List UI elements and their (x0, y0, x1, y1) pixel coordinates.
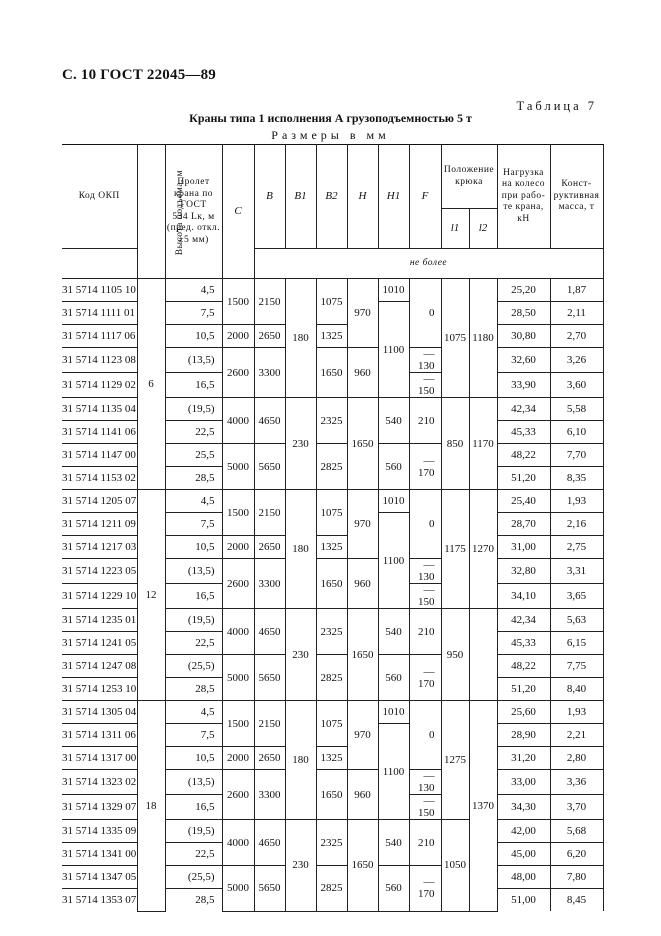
dim-b1: 230 (285, 609, 316, 701)
wheel-load: 48,22 (497, 444, 550, 467)
construction-mass: 5,63 (550, 609, 603, 632)
wheel-load: 42,34 (497, 609, 550, 632)
dim-b: 2650 (254, 747, 285, 770)
construction-mass: 2,70 (550, 325, 603, 348)
okp-code: 31 5714 1223 05 (62, 559, 137, 584)
header-span-line: Пролет (177, 177, 210, 187)
wheel-load: 31,20 (497, 747, 550, 770)
dim-f: —130 (409, 770, 441, 795)
dim-c: 5000 (222, 655, 254, 701)
dim-h: 970 (347, 279, 378, 348)
dim-b: 4650 (254, 820, 285, 866)
header-code-spacer (62, 249, 137, 279)
wheel-load: 42,00 (497, 820, 550, 843)
dim-c: 5000 (222, 444, 254, 490)
okp-code: 31 5714 1311 06 (62, 724, 137, 747)
construction-mass: 3,65 (550, 584, 603, 609)
dim-b2: 2825 (316, 866, 347, 912)
crane-span: (13,5) (165, 770, 222, 795)
okp-code: 31 5714 1147 00 (62, 444, 137, 467)
construction-mass: 8,45 (550, 889, 603, 912)
dim-b: 5650 (254, 444, 285, 490)
dim-c: 2000 (222, 536, 254, 559)
wheel-load: 25,60 (497, 701, 550, 724)
wheel-load: 33,90 (497, 373, 550, 398)
dim-b1: 180 (285, 279, 316, 398)
wheel-load: 31,00 (497, 536, 550, 559)
dim-b2: 1650 (316, 770, 347, 820)
header-mass-line: руктивная (553, 190, 600, 201)
table-row (62, 279, 603, 302)
dim-f: —170 (409, 866, 441, 912)
crane-span: 22,5 (165, 421, 222, 444)
dim-f: —150 (409, 373, 441, 398)
dim-c: 2000 (222, 325, 254, 348)
wheel-load: 48,22 (497, 655, 550, 678)
okp-code: 31 5714 1135 04 (62, 398, 137, 421)
header-hook-position (441, 145, 497, 209)
header-l1: l1 (441, 209, 469, 249)
okp-code: 31 5714 1323 02 (62, 770, 137, 795)
crane-span: (25,5) (165, 655, 222, 678)
dim-c: 4000 (222, 398, 254, 444)
header-load (497, 145, 550, 249)
dim-b: 2650 (254, 536, 285, 559)
dim-c: 1500 (222, 701, 254, 747)
header-no-more: не более (254, 249, 603, 279)
wheel-load: 28,70 (497, 513, 550, 536)
okp-code: 31 5714 1317 00 (62, 747, 137, 770)
dim-b2: 1075 (316, 701, 347, 747)
dim-l2: 1170 (469, 398, 497, 490)
header-l2: l2 (469, 209, 497, 249)
dim-f: —170 (409, 444, 441, 490)
header-hook-line: крюка (455, 176, 483, 187)
wheel-load: 28,90 (497, 724, 550, 747)
table-row (62, 490, 603, 513)
okp-code: 31 5714 1229 10 (62, 584, 137, 609)
header-h1: H1 (378, 145, 409, 249)
construction-mass: 8,35 (550, 467, 603, 490)
dim-l2: 1370 (469, 701, 497, 912)
crane-span: 28,5 (165, 467, 222, 490)
lift-height: 6 (137, 279, 165, 490)
okp-code: 31 5714 1117 06 (62, 325, 137, 348)
wheel-load: 51,00 (497, 889, 550, 912)
dim-b: 4650 (254, 398, 285, 444)
crane-span: 7,5 (165, 513, 222, 536)
okp-code: 31 5714 1241 05 (62, 632, 137, 655)
construction-mass: 7,80 (550, 866, 603, 889)
header-span (165, 145, 222, 279)
table-row (62, 701, 603, 724)
wheel-load: 32,60 (497, 348, 550, 373)
crane-span: 25,5 (165, 444, 222, 467)
dim-b2: 2325 (316, 609, 347, 655)
wheel-load: 25,40 (497, 490, 550, 513)
page-header: С. 10 ГОСТ 22045—89 (62, 67, 216, 83)
wheel-load: 34,30 (497, 795, 550, 820)
dim-l1: 950 (441, 609, 469, 701)
dim-l1: 1075 (441, 279, 469, 398)
okp-code: 31 5714 1153 02 (62, 467, 137, 490)
header-span-line: крана по (173, 188, 214, 199)
crane-span: 16,5 (165, 373, 222, 398)
dim-h1: 560 (378, 866, 409, 912)
dim-h1: 540 (378, 820, 409, 866)
construction-mass: 1,87 (550, 279, 603, 302)
construction-mass: 7,75 (550, 655, 603, 678)
dim-c: 2000 (222, 747, 254, 770)
table-label: Таблица 7 (516, 99, 597, 113)
construction-mass: 3,60 (550, 373, 603, 398)
crane-span: (19,5) (165, 398, 222, 421)
okp-code: 31 5714 1305 04 (62, 701, 137, 724)
crane-span: 16,5 (165, 795, 222, 820)
dim-b2: 1325 (316, 747, 347, 770)
construction-mass: 6,20 (550, 843, 603, 866)
dim-f: 0 (409, 279, 441, 348)
okp-code: 31 5714 1253 10 (62, 678, 137, 701)
okp-code: 31 5714 1347 05 (62, 866, 137, 889)
okp-code: 31 5714 1217 03 (62, 536, 137, 559)
wheel-load: 30,80 (497, 325, 550, 348)
okp-code: 31 5714 1111 01 (62, 302, 137, 325)
dim-h1: 1100 (378, 724, 409, 820)
dim-c: 1500 (222, 490, 254, 536)
crane-span: (25,5) (165, 866, 222, 889)
construction-mass: 2,75 (550, 536, 603, 559)
okp-code: 31 5714 1141 06 (62, 421, 137, 444)
dim-c: 4000 (222, 820, 254, 866)
dim-b: 3300 (254, 348, 285, 398)
okp-code: 31 5714 1335 09 (62, 820, 137, 843)
wheel-load: 51,20 (497, 678, 550, 701)
dim-f: 210 (409, 398, 441, 444)
wheel-load: 33,00 (497, 770, 550, 795)
crane-span: 10,5 (165, 325, 222, 348)
crane-span: 10,5 (165, 747, 222, 770)
wheel-load: 42,34 (497, 398, 550, 421)
dim-b: 2150 (254, 701, 285, 747)
dim-c: 4000 (222, 609, 254, 655)
dim-b2: 1650 (316, 348, 347, 398)
okp-code: 31 5714 1205 07 (62, 490, 137, 513)
dim-b1: 180 (285, 490, 316, 609)
construction-mass: 3,26 (550, 348, 603, 373)
okp-code: 31 5714 1211 09 (62, 513, 137, 536)
dim-h1: 540 (378, 398, 409, 444)
dim-l1: 1175 (441, 490, 469, 609)
dim-h1: 1010 (378, 279, 409, 302)
table-units: Размеры в мм (271, 128, 390, 142)
construction-mass: 2,21 (550, 724, 603, 747)
okp-code: 31 5714 1329 07 (62, 795, 137, 820)
crane-span: 4,5 (165, 701, 222, 724)
dim-l2: 1270 (469, 490, 497, 609)
dim-h1: 560 (378, 655, 409, 701)
dim-f: 210 (409, 609, 441, 655)
okp-code: 31 5714 1235 01 (62, 609, 137, 632)
crane-span: 16,5 (165, 584, 222, 609)
dim-f: 0 (409, 701, 441, 770)
construction-mass: 7,70 (550, 444, 603, 467)
header-span-line: ГОСТ (180, 200, 207, 210)
wheel-load: 28,50 (497, 302, 550, 325)
dim-b2: 2325 (316, 398, 347, 444)
dim-l1: 850 (441, 398, 469, 490)
construction-mass: 2,80 (550, 747, 603, 770)
dim-c: 2600 (222, 770, 254, 820)
table-body (62, 279, 603, 912)
header-mass (550, 145, 603, 249)
header-c: C (222, 145, 254, 279)
dim-h1: 560 (378, 444, 409, 490)
dim-b2: 1325 (316, 325, 347, 348)
dim-h1: 540 (378, 609, 409, 655)
header-load-line: Нагрузка (503, 167, 544, 178)
okp-code: 31 5714 1123 08 (62, 348, 137, 373)
dim-f: —150 (409, 584, 441, 609)
header-h: H (347, 145, 378, 249)
header-height-text: Высота подъема, м (174, 169, 185, 255)
header-b: B (254, 145, 285, 249)
construction-mass: 5,68 (550, 820, 603, 843)
crane-span: 28,5 (165, 889, 222, 912)
wheel-load: 25,20 (497, 279, 550, 302)
okp-code: 31 5714 1341 00 (62, 843, 137, 866)
crane-span: (19,5) (165, 609, 222, 632)
header-load-line: кН (517, 213, 530, 224)
header-load-line: те крана, (503, 202, 544, 213)
dim-b2: 1075 (316, 279, 347, 325)
header-b1: B1 (285, 145, 316, 249)
header-span-line: 534 Lк, м (172, 211, 215, 222)
dim-b: 5650 (254, 655, 285, 701)
crane-span: 7,5 (165, 724, 222, 747)
construction-mass: 3,31 (550, 559, 603, 584)
dim-b: 2650 (254, 325, 285, 348)
wheel-load: 32,80 (497, 559, 550, 584)
construction-mass: 1,93 (550, 490, 603, 513)
table-title: Краны типа 1 исполнения А грузоподъемностью 5 т (189, 111, 472, 125)
dim-h1: 1100 (378, 302, 409, 398)
dim-b: 2150 (254, 490, 285, 536)
dim-b2: 1325 (316, 536, 347, 559)
header-span-line: (пред. откл. (166, 223, 221, 233)
okp-code: 31 5714 1105 10 (62, 279, 137, 302)
dim-h1: 1100 (378, 513, 409, 609)
dim-f: 210 (409, 820, 441, 866)
dim-b: 4650 (254, 609, 285, 655)
dim-f: —130 (409, 348, 441, 373)
header-b2: B2 (316, 145, 347, 249)
dim-h: 960 (347, 770, 378, 820)
construction-mass: 6,15 (550, 632, 603, 655)
dim-c: 1500 (222, 279, 254, 325)
dim-f: —130 (409, 559, 441, 584)
header-span-line: ±5 мм) (178, 234, 209, 245)
crane-span: 28,5 (165, 678, 222, 701)
dim-b2: 2825 (316, 444, 347, 490)
crane-span: 10,5 (165, 536, 222, 559)
dim-b: 3300 (254, 559, 285, 609)
construction-mass: 3,70 (550, 795, 603, 820)
dim-h: 970 (347, 701, 378, 770)
crane-span: 7,5 (165, 302, 222, 325)
crane-span: 22,5 (165, 843, 222, 866)
dim-h: 970 (347, 490, 378, 559)
dim-b1: 180 (285, 701, 316, 820)
dim-h: 1650 (347, 398, 378, 490)
dim-b: 3300 (254, 770, 285, 820)
okp-code: 31 5714 1353 07 (62, 889, 137, 912)
wheel-load: 45,33 (497, 632, 550, 655)
dim-b2: 2825 (316, 655, 347, 701)
dim-b1: 230 (285, 398, 316, 490)
crane-span: 4,5 (165, 490, 222, 513)
construction-mass: 3,36 (550, 770, 603, 795)
construction-mass: 5,58 (550, 398, 603, 421)
okp-code: 31 5714 1129 02 (62, 373, 137, 398)
header-mass-line: масса, т (558, 202, 595, 213)
dim-c: 2600 (222, 559, 254, 609)
wheel-load: 34,10 (497, 584, 550, 609)
header-load-line: при рабо- (501, 190, 546, 201)
dim-b: 5650 (254, 866, 285, 912)
header-code: Код ОКП (62, 145, 137, 249)
dim-h: 960 (347, 348, 378, 398)
dim-l1: 1050 (441, 820, 469, 912)
wheel-load: 45,33 (497, 421, 550, 444)
dim-h: 1650 (347, 820, 378, 912)
crane-span: (13,5) (165, 559, 222, 584)
dim-b2: 2325 (316, 820, 347, 866)
crane-span: 4,5 (165, 279, 222, 302)
dim-f: —170 (409, 655, 441, 701)
lift-height: 12 (137, 490, 165, 701)
construction-mass: 2,11 (550, 302, 603, 325)
dim-l1: 1275 (441, 701, 469, 820)
header-height (137, 145, 185, 279)
dim-l2 (469, 609, 497, 701)
dim-l2: 1180 (469, 279, 497, 398)
dim-b1: 230 (285, 820, 316, 912)
dim-h: 960 (347, 559, 378, 609)
crane-table (62, 144, 604, 912)
header-f: F (409, 145, 441, 249)
wheel-load: 45,00 (497, 843, 550, 866)
wheel-load: 48,00 (497, 866, 550, 889)
lift-height: 18 (137, 701, 165, 912)
construction-mass: 2,16 (550, 513, 603, 536)
dim-f: 0 (409, 490, 441, 559)
construction-mass: 1,93 (550, 701, 603, 724)
header-hook-line: Положение (443, 165, 495, 175)
dim-h: 1650 (347, 609, 378, 701)
dim-h1: 1010 (378, 701, 409, 724)
crane-span: (19,5) (165, 820, 222, 843)
dim-c: 2600 (222, 348, 254, 398)
header-load-line: на колесо (501, 179, 546, 190)
construction-mass: 6,10 (550, 421, 603, 444)
wheel-load: 51,20 (497, 467, 550, 490)
dim-f: —150 (409, 795, 441, 820)
construction-mass: 8,40 (550, 678, 603, 701)
dim-c: 5000 (222, 866, 254, 912)
dim-b2: 1075 (316, 490, 347, 536)
dim-b: 2150 (254, 279, 285, 325)
header-mass-line: Конст- (561, 179, 592, 190)
crane-span: (13,5) (165, 348, 222, 373)
crane-span: 22,5 (165, 632, 222, 655)
dim-b2: 1650 (316, 559, 347, 609)
dim-h1: 1010 (378, 490, 409, 513)
okp-code: 31 5714 1247 08 (62, 655, 137, 678)
